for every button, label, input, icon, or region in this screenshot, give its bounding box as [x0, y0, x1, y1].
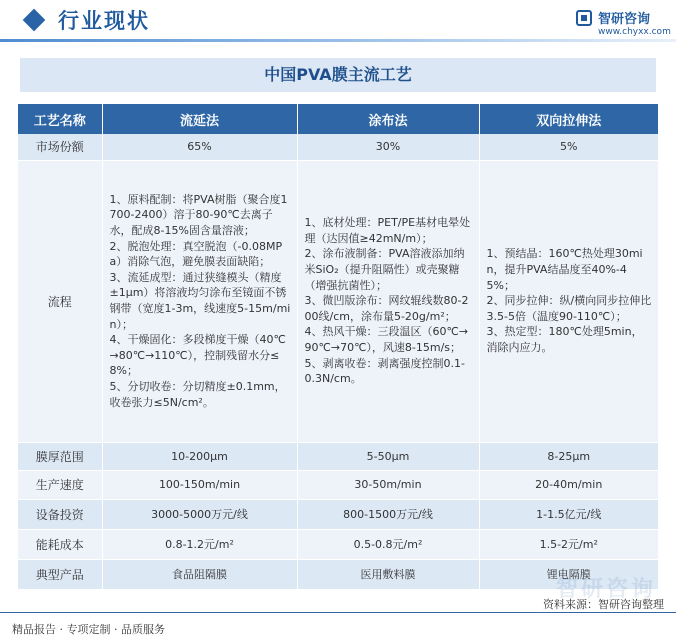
table-row: [18, 134, 658, 160]
table-cell: 5-50μm: [297, 442, 479, 470]
table-row: [18, 499, 658, 529]
process-step: 3、流延成型：通过狭缝模头（精度±1μm）将溶液均匀涂布至镜面不锈钢带（宽度1-3m，线速度5-15m/min）；: [109, 270, 291, 331]
section-title: 行业现状: [58, 9, 150, 33]
process-step: 1、底材处理：PET/PE基材电晕处理（达因值≥42mN/m）；: [304, 216, 471, 245]
table-cell: 0.8-1.2元/m²: [102, 529, 297, 559]
process-step: 2、同步拉伸：纵/横向同步拉伸比3.5-5倍（温度90-110℃）；: [486, 294, 652, 323]
table-cell: 5%: [479, 134, 658, 160]
table-title: 中国PVA膜主流工艺: [20, 58, 656, 92]
process-step: 3、热定型：180℃处理5min，消除内应力。: [486, 325, 643, 354]
row-label: 市场份额: [18, 134, 102, 160]
table-cell: 10-200μm: [102, 442, 297, 470]
page-header: [0, 0, 676, 52]
process-step: 4、干燥固化：多段梯度干燥（40℃→80℃→110℃），控制残留水分≤8%；: [109, 333, 286, 378]
process-step: 5、分切收卷：分切精度±0.1mm，收卷张力≤5N/cm²。: [109, 379, 286, 409]
brand-logo: [576, 8, 672, 42]
brand-name: 智研咨询: [598, 12, 651, 27]
table-cell: 65%: [102, 134, 297, 160]
table-cell: 20-40m/min: [479, 470, 658, 499]
table-cell: 30%: [297, 134, 479, 160]
table-cell: 100-150m/min: [102, 470, 297, 499]
row-label: 能耗成本: [18, 529, 102, 559]
process-step: 3、微凹版涂布：网纹辊线数80-200线/cm，涂布量5-20g/m²；: [304, 294, 469, 323]
column-header: 涂布法: [297, 104, 479, 134]
table-cell: 锂电隔膜: [479, 559, 658, 589]
row-label: 生产速度: [18, 470, 102, 499]
table-cell: 8-25μm: [479, 442, 658, 470]
row-label: 典型产品: [18, 559, 102, 589]
table-cell: 医用敷料膜: [297, 559, 479, 589]
process-cell: [479, 160, 658, 442]
table-cell: 食品阻隔膜: [102, 559, 297, 589]
watermark: 智研咨询: [555, 577, 656, 602]
source-note: 资料来源：智研咨询整理: [543, 598, 664, 611]
table-cell: 1-1.5亿元/线: [479, 499, 658, 529]
table-row: [18, 529, 658, 559]
table-cell: 0.5-0.8元/m²: [297, 529, 479, 559]
page-footer: [0, 598, 676, 643]
process-table: [18, 104, 658, 590]
table-cell: 1.5-2元/m²: [479, 529, 658, 559]
column-header: 工艺名称: [18, 104, 102, 134]
process-cell: [297, 160, 479, 442]
table-header-row: [18, 104, 658, 134]
row-label: 流程: [18, 160, 102, 442]
table-row: [18, 442, 658, 470]
process-step: 5、剥离收卷：剥离强度控制0.1-0.3N/cm。: [304, 356, 465, 386]
process-step: 2、脱泡处理：真空脱泡（-0.08MPa）消除气泡，避免膜表面缺陷；: [109, 239, 283, 269]
brand-url: www.chyxx.com: [598, 27, 671, 37]
footer-divider: [0, 612, 676, 613]
table-row: [18, 160, 658, 442]
process-step: 1、预结晶：160℃热处理30min，提升PVA结晶度至40%-45%；: [486, 247, 643, 292]
diamond-icon: [23, 9, 46, 32]
footer-slogan: 精品报告 · 专项定制 · 品质服务: [12, 623, 165, 636]
table-cell: 30-50m/min: [297, 470, 479, 499]
column-header: 流延法: [102, 104, 297, 134]
logo-icon: [576, 10, 592, 26]
process-cell: [102, 160, 297, 442]
row-label: 设备投资: [18, 499, 102, 529]
row-label: 膜厚范围: [18, 442, 102, 470]
table-cell: 800-1500万元/线: [297, 499, 479, 529]
table-row: [18, 470, 658, 499]
process-step: 2、涂布液制备：PVA溶液添加纳米SiO₂（提升阻隔性）或壳聚糖（增强抗菌性）；: [304, 247, 465, 292]
process-step: 1、原料配制：将PVA树脂（聚合度1700-2400）溶于80-90℃去离子水，配成8-15%固含量溶液；: [109, 192, 288, 238]
process-step: 4、热风干燥：三段温区（60℃→90℃→70℃），风速8-15m/s；: [304, 325, 469, 354]
header-divider: [0, 39, 676, 42]
column-header: 双向拉伸法: [479, 104, 658, 134]
table-cell: 3000-5000万元/线: [102, 499, 297, 529]
